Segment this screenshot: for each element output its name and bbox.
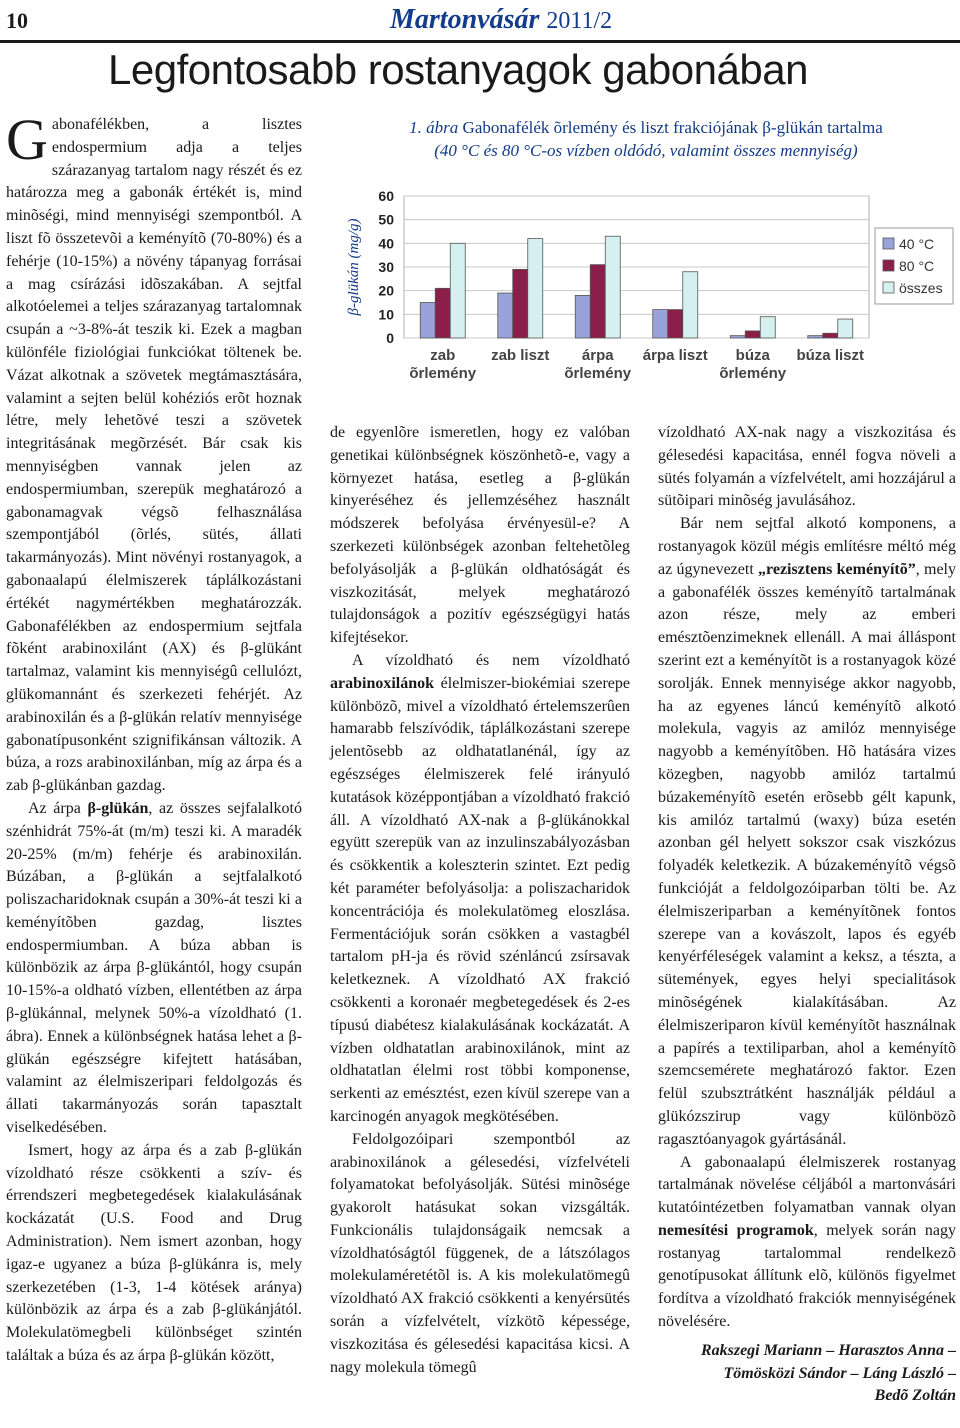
y-axis-label: β-glükán (mg/g) bbox=[346, 218, 362, 316]
x-tick-label: zab liszt bbox=[491, 347, 550, 364]
y-tick-label: 40 bbox=[378, 235, 394, 252]
x-tick-label: õrlemény bbox=[719, 365, 787, 382]
beta-glucan-chart bbox=[334, 170, 954, 410]
y-tick-label: 50 bbox=[378, 211, 394, 228]
journal-title bbox=[390, 4, 612, 36]
bar bbox=[683, 272, 698, 338]
bar bbox=[745, 331, 760, 338]
x-tick-label: zab bbox=[430, 347, 456, 364]
paragraph: abonafélékben, a lisztes endospermium adja a teljes szárazanyag tartalom nagy részét és ez határozza meg a gabonák értékét is, mind minõségi, mind mennyiségi szempontból. A liszt fõ összetevõi a keményítõ (70-80%) és a fehérje (10-15%) a növény tápanyag forrásai a mag csírázási idõszakában. A sejtfal alkotóelemei a teljes szárazanyag tartalomnak csupán a ~3-8%-át teszik ki. Ezek a magban különféle fiziológiai funkciókat töltenek be. Vázat alkotnak a szövetek megtámasztására, valamint a sejten belül kohéziós erõt hoznak létre, mely lehetõvé teszi a szövetek integritásának megõrzését. Bár csak kis mennyiségben vannak jelen az endospermiumban, szerepük meghatározó a gabonamagvak végsõ felhasználása szempontjából (õrlés, sütés, állati takarmányozás). Mint növényi rostanyagok, a gabonaalapú élelmiszerek táplálkozástani értékét nagymértékben meghatározzák. Gabonafélékben az endospermium sejtfala fõként arabinoxilánt (AX) és β-glükánt tartalmaz, valamint kis mennyiségû cellulózt, glükomannánt és szerkezeti fehérjét. Az arabinoxilán és a β-glükán relatív mennyisége gabonatípusonként szignifikánsan változik. A búza, a rozs arabinoxilánban, míg az árpa és a zab β-glükánban gazdag. bbox=[6, 116, 302, 795]
article-title: Legfontosabb rostanyagok gabonában bbox=[108, 46, 808, 93]
paragraph: A gabonaalapú élelmiszerek rostanyag tartalmának növelése céljából a martonvásári kutatóintézetben folyamatban vannak olyan nemesítési programok, melyek során nagy rostanyag tartalommal rendelkezõ genotípusokat állítunk elõ, különös figyelmet fordítva a vízoldható frakciók mennyiségének növelésére. bbox=[658, 1153, 956, 1331]
legend-label: 80 °C bbox=[899, 258, 935, 274]
journal-name: Martonvásár bbox=[390, 4, 540, 35]
paragraph: de egyenlõre ismeretlen, hogy ez valóban genetikai különbségnek köszönhetõ-e, vagy a környezet hatása, esetleg a β-glükán kinyeréséhez és jellemzéséhez használt módszerek befolyása érvényesül-e? A szerkezeti különbségek azonban feltehetõleg befolyásolják a β-glükán oldhatóságát és viszkozitását, melyek meghatározó tulajdonságok a pozitív egészségügyi hatás kifejtésekor. bbox=[330, 424, 630, 647]
text-column-2 bbox=[330, 422, 630, 1379]
bar bbox=[653, 310, 668, 338]
bar bbox=[808, 336, 823, 338]
author-line: Rakszegi Mariann – Harasztos Anna – bbox=[700, 1341, 956, 1359]
page-number: 10 bbox=[6, 8, 28, 33]
x-tick-label: õrlemény bbox=[564, 365, 632, 382]
figure-subtitle: (40 °C és 80 °C-os vízben oldódó, valamint összes mennyiség) bbox=[434, 141, 858, 160]
bar bbox=[420, 303, 435, 339]
y-tick-label: 30 bbox=[378, 259, 394, 275]
y-tick-label: 20 bbox=[378, 282, 394, 299]
bar bbox=[668, 310, 683, 338]
bar bbox=[435, 288, 450, 338]
x-tick-label: árpa liszt bbox=[642, 347, 708, 364]
paragraph: Bár nem sejtfal alkotó komponens, a rostanyagok közül mégis említésre méltó még az úgynevezett „rezisztens keményítõ”, mely a gabonafélék összes keményítõ tartalmának azon része, mely az emberi emésztõenzimeknek ellenáll. A mai álláspont szerint ezt a keményítõt is a rostanyagok közé sorolják. Ennek mennyisége akkor nagyobb, ha az egyenes láncú keményítõ alkotó molekula, vagyis az amilóz mennyisége nagyobb a keményítõben. Hõ hatására vizes közegben, nagyobb amilóz tartalmú búzakeményítõ esetén erõsebb gélt kapunk, kis amilóz tartalmú (waxy) búza esetén azonban gél helyett sokszor csak viszkózus folyadék keletkezik. A búzakeményítõ végsõ funkcióját a feldolgozóiparban tölti be. Az élelmiszeriparban a keményítõnek fontos szerepe van a kovászolt, lapos és egyéb kenyérféleségek valamint a keksz, a tészta, a sütemények, egyes helyi specialitások minõségének kialakításában. Az élelmiszeriparon kívül keményítõt használnak a papírés a textiliparban, ahol a keményítõ szemcsemérete meghatározó faktor. Ezen felül szubsztrátként használják például a glükózszirup vagy különbözõ ragasztóanyagok gyártásánál. bbox=[658, 515, 957, 1148]
figure-caption bbox=[346, 116, 946, 162]
x-tick-label: búza liszt bbox=[796, 347, 865, 364]
page-header bbox=[0, 0, 960, 44]
x-tick-label: árpa bbox=[581, 347, 614, 364]
paragraph: Az árpa β-glükán, az összes sejfalalkotó szénhidrát 75%-át (m/m) teszi ki. A maradék 20-25% (m/m) fehérje és arabinoxilán. Búzában, a β-glükán a sejtfalalkotó poliszacharidoknak csupán a 30%-át teszi ki a keményítõben gazdag, lisztes endospermiumban. A búza abban is különbözik az árpa β-glükántól, hogy csupán 10-15%-a oldható vízben, ellentétben az árpa β-glükánnal, melynek 50%-a vízoldható (1. ábra). Ennek a különbségnek hatása lehet a β-glükán egészségre kifejtett hatásában, valamint az élelmiszeripari feldolgozás és állati takarmányozás során tapasztalt viselkedésében. bbox=[6, 799, 303, 1137]
bar bbox=[575, 295, 590, 338]
drop-cap: G bbox=[6, 107, 48, 172]
bar bbox=[513, 269, 528, 338]
legend-swatch bbox=[883, 238, 894, 249]
paragraph: Ismert, hogy az árpa és a zab β-glükán vízoldható része csökkenti a szív- és érrendszeri megbetegedések kialakulásának kockázatát (U.S. Food and Drug Administration). Nem ismert azonban, hogy igaz-e ugyanez a búza β-glükánra is, mely szerkezetében (1-3, 1-4 kötések aránya) különbözik az árpa és a zab β-glükánjától. Molekulatömegbeli különbséget szintén találtak a búza és az árpa β-glükán között, bbox=[6, 1141, 302, 1365]
figure-title: Gabonafélék õrlemény és liszt frakciójának β-glükán tartalma bbox=[462, 118, 883, 137]
x-tick-label: õrlemény bbox=[409, 365, 477, 382]
text-column-3 bbox=[658, 422, 956, 1408]
journal-issue: 2011/2 bbox=[546, 8, 613, 34]
bar bbox=[528, 239, 543, 338]
bar bbox=[730, 336, 745, 338]
bar bbox=[823, 333, 838, 338]
author-line: Tömösközi Sándor – Láng László – bbox=[723, 1364, 956, 1382]
paragraph: Feldolgozóipari szempontból az arabinoxilánok a gélesedési, vízfelvételi folyamatokat befolyásolják. Sütési minõsége gyakorolt hatásukat sokan vizsgálták. Funkcionális tulajdonságaik nemcsak a vízoldhatóságtól függenek, de a látszólagos molekulaméretétõl is. A kis molekulatömegû vízoldható AX frakció csökkenti a kenyérsütés során a vízfelvételt, vízkötõ képessége, viszkozitása és gélesedési kapacitása kicsi. A nagy molekula tömegû bbox=[330, 1130, 630, 1376]
legend-swatch bbox=[883, 260, 894, 271]
figure-number: 1. ábra bbox=[409, 118, 459, 137]
x-tick-label: búza bbox=[735, 347, 770, 364]
bar bbox=[590, 265, 605, 338]
text-column-1 bbox=[6, 107, 303, 1368]
bar bbox=[450, 243, 465, 338]
y-tick-label: 0 bbox=[386, 330, 394, 346]
bar bbox=[605, 236, 620, 338]
y-tick-label: 60 bbox=[378, 188, 394, 204]
bar bbox=[760, 317, 775, 338]
author-line: Bedõ Zoltán bbox=[874, 1387, 956, 1405]
legend-label: 40 °C bbox=[899, 236, 935, 252]
paragraph: vízoldható AX-nak nagy a viszkozitása és gélesedési kapacitása, ennél fogva növeli a sütés folyamán a vízfelvételt, ami hozzájárul a sütõipari minõség javulásához. bbox=[658, 424, 956, 510]
paragraph: A vízoldható és nem vízoldható arabinoxilánok élelmiszer-biokémiai szerepe különbözõ, mivel a vízoldható értelemszerûen hamarabb felszívódik, táplálkozástani szerepe jelentõsebb az oldhatatlanénál, így az egészséges élelmiszerek felé irányuló kutatások középpontjában a vízoldható frakció áll. A vízoldható AX-nak a β-glükánokkal együtt szerepük van az inzulinszabályozásban és csökkentik a koleszterin szintet. Ezt pedig két paraméter befolyásolja: a poliszacharidok koncentrációja és molekulatömeg eloszlása. Fermentációjuk során csökken a vastagbél tartalom pH-ja és rövid szénláncú zsírsavak keletkeznek. A vízoldható AX frakció csökkenti a koronaér megbetegedések és 2-es típusú diabétesz kialakulásának kockázatát. A vízben oldhatatlan arabinoxilánok, mint az oldhatatlan élelmi rost többi komponense, serkenti az emésztést, ezen kívül szerepe van a karcinogén anyagok megkötésében. bbox=[330, 651, 630, 1125]
author-byline bbox=[658, 1340, 956, 1408]
bar bbox=[838, 319, 853, 338]
header-rule bbox=[0, 40, 960, 43]
bar bbox=[498, 293, 513, 338]
legend-label: összes bbox=[899, 280, 943, 296]
y-tick-label: 10 bbox=[378, 306, 394, 323]
legend-swatch bbox=[883, 282, 894, 293]
